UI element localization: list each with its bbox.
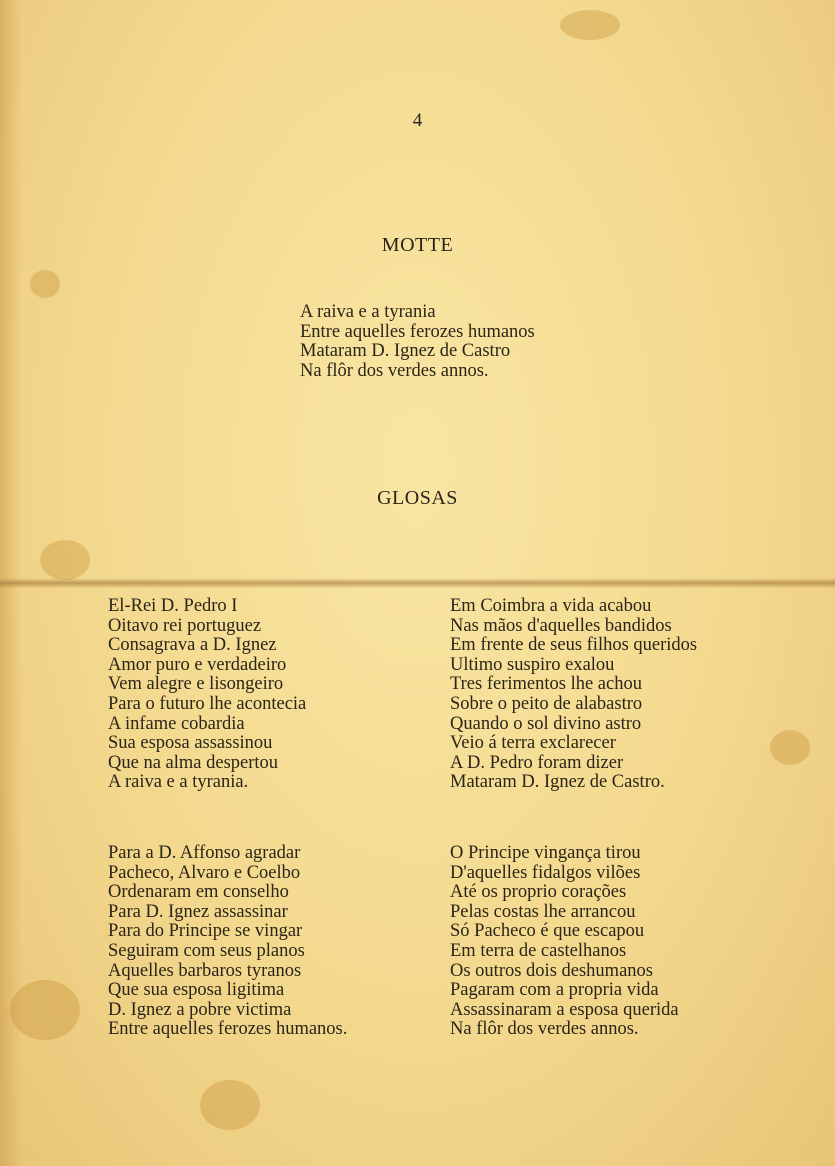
glosa-stanza-3	[108, 844, 347, 1040]
page-fold-crease	[0, 578, 835, 588]
verse-line: Mataram D. Ignez de Castro	[300, 341, 511, 362]
verse-line: Veio á terra exclarecer	[450, 733, 616, 754]
verse-line: Só Pacheco é que escapou	[450, 921, 645, 942]
verse-line: Os outros dois deshumanos	[450, 960, 653, 981]
verse-line: Que na alma despertou	[108, 752, 279, 773]
verse-line: Sua esposa assassinou	[108, 733, 273, 754]
paper-stain	[200, 1080, 260, 1130]
verse-line: A raiva e a tyrania.	[108, 772, 249, 793]
verse-line: Pagaram com a propria vida	[450, 980, 659, 1001]
verse-line: Aquelles barbaros tyranos	[108, 960, 302, 981]
verse-line: Em Coimbra a vida acabou	[450, 596, 652, 616]
paper-stain	[770, 730, 810, 765]
verse-line: Quando o sol divino astro	[450, 713, 642, 734]
verse-line: Pacheco, Alvaro e Coelbo	[108, 862, 301, 883]
paper-stain	[10, 980, 80, 1040]
motte-heading: MOTTE	[381, 234, 454, 256]
verse-line: Pelas costas lhe arrancou	[450, 901, 636, 922]
glosa-stanza-4	[450, 844, 679, 1040]
glosas-heading: GLOSAS	[377, 487, 458, 509]
verse-line: Assassinaram a esposa querida	[450, 999, 679, 1020]
verse-line: A D. Pedro foram dizer	[450, 752, 624, 773]
verse-line: Até os proprio corações	[450, 882, 627, 903]
verse-line: Em frente de seus filhos queridos	[450, 635, 698, 656]
verse-line: Nas mãos d'aquelles bandidos	[450, 615, 672, 636]
verse-line: Vem alegre e lisongeiro	[108, 674, 284, 695]
verse-line: A raiva e a tyrania	[300, 302, 436, 322]
verse-line: Para do Principe se vingar	[108, 921, 303, 942]
paper-stain	[560, 10, 620, 40]
paper-stain	[30, 270, 60, 298]
verse-line: Na flôr dos verdes annos.	[300, 360, 489, 381]
page-number: 4	[412, 110, 423, 131]
verse-line: Ultimo suspiro exalou	[450, 654, 615, 675]
paper-stain	[40, 540, 90, 580]
verse-line: Ordenaram em conselho	[108, 882, 289, 903]
verse-line: D'aquelles fidalgos vilões	[450, 862, 641, 883]
verse-line: Em terra de castelhanos	[450, 940, 627, 961]
verse-line: Para o futuro lhe acontecia	[108, 693, 307, 714]
verse-line: A infame cobardia	[108, 713, 245, 734]
motte-verse	[300, 303, 535, 381]
verse-line: Seguiram com seus planos	[108, 940, 305, 961]
verse-line: Tres ferimentos lhe achou	[450, 674, 642, 695]
verse-line: Que sua esposa ligitima	[108, 980, 285, 1001]
verse-line: Na flôr dos verdes annos.	[450, 1019, 639, 1040]
verse-line: Amor puro e verdadeiro	[108, 654, 287, 675]
verse-line: Sobre o peito de alabastro	[450, 693, 643, 714]
verse-line: Entre aquelles ferozes humanos.	[108, 1019, 348, 1040]
verse-line: Para D. Ignez assassinar	[108, 901, 288, 922]
glosa-stanza-2	[450, 597, 697, 793]
verse-line: Oitavo rei portuguez	[108, 615, 262, 636]
verse-line: Mataram D. Ignez de Castro.	[450, 772, 665, 793]
verse-line: O Principe vingança tirou	[450, 843, 641, 863]
verse-line: D. Ignez a pobre victima	[108, 999, 292, 1020]
verse-line: Consagrava a D. Ignez	[108, 635, 277, 656]
glosa-stanza-1	[108, 597, 306, 793]
verse-line: Para a D. Affonso agradar	[108, 843, 301, 863]
verse-line: Entre aquelles ferozes humanos	[300, 321, 535, 342]
verse-line: El-Rei D. Pedro I	[108, 596, 238, 616]
